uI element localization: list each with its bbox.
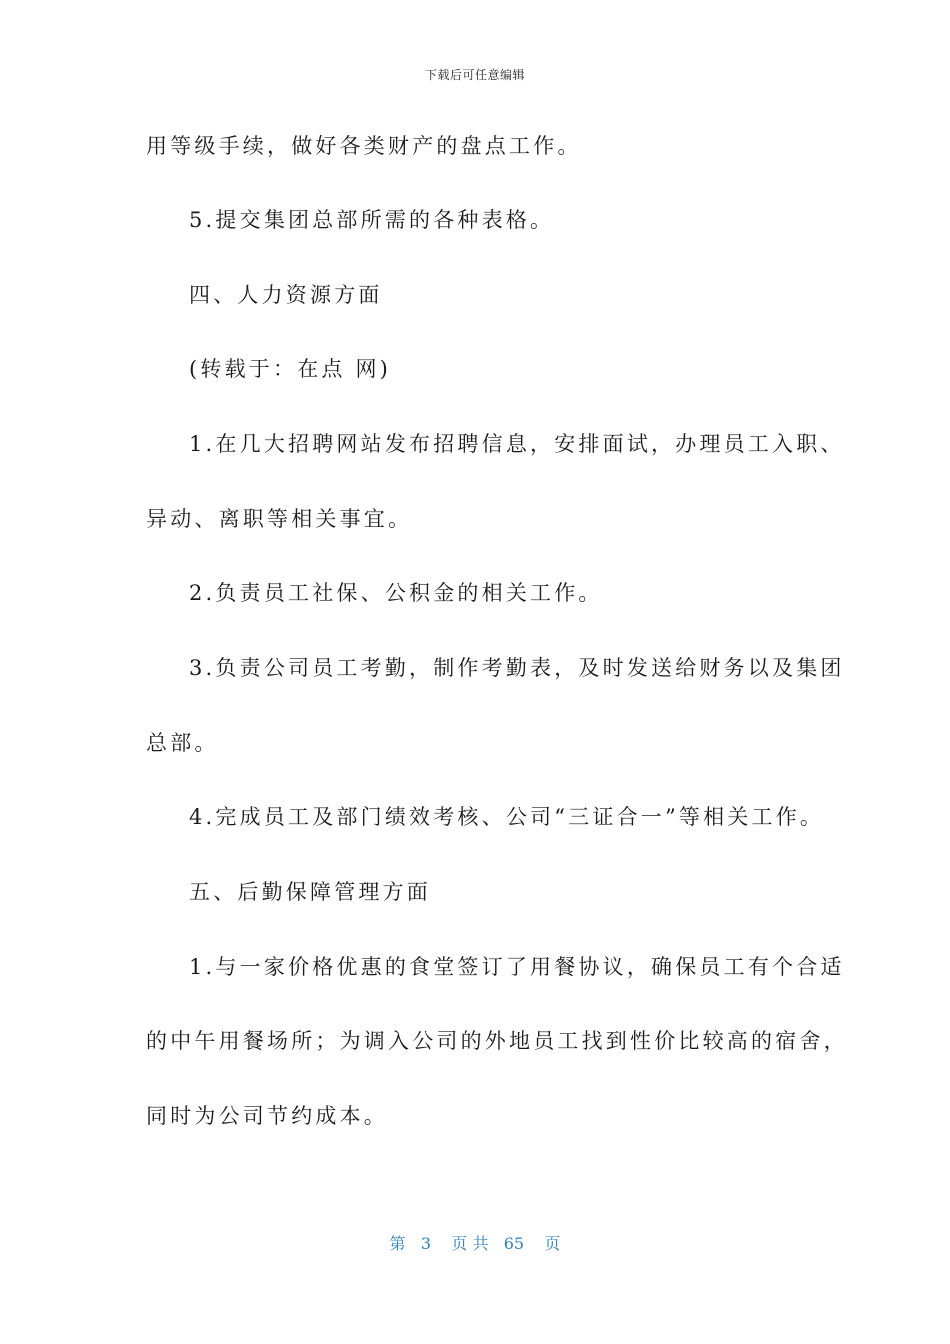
body-line-1: 用等级手续，做好各类财产的盘点工作。 xyxy=(146,134,582,158)
body-line-13: 的中午用餐场所；为调入公司的外地员工找到性价比较高的宿舍， xyxy=(146,1029,848,1053)
page-footer xyxy=(0,1231,950,1254)
body-line-6: 异动、离职等相关事宜。 xyxy=(146,507,413,531)
body-line-2: 5.提交集团总部所需的各种表格。 xyxy=(189,208,555,232)
body-line-14: 同时为公司节约成本。 xyxy=(146,1104,388,1128)
body-line-5: 1.在几大招聘网站发布招聘信息，安排面试，办理员工入职、 xyxy=(189,432,845,456)
total-page-count: 65 xyxy=(503,1234,525,1253)
section-heading-human-resources: 四、人力资源方面 xyxy=(189,283,383,307)
footer-suffix: 页 xyxy=(544,1234,561,1253)
body-line-12: 1.与一家价格优惠的食堂签订了用餐协议，确保员工有个合适 xyxy=(189,955,845,979)
body-line-8: 3.负责公司员工考勤，制作考勤表，及时发送给财务以及集团 xyxy=(189,656,845,680)
section-heading-logistics: 五、后勤保障管理方面 xyxy=(189,880,431,904)
page-header: 下载后可任意编辑 xyxy=(424,68,525,82)
body-line-source-note: (转载于：在点 网) xyxy=(189,357,392,381)
current-page-number: 3 xyxy=(420,1234,432,1253)
body-line-7: 2.负责员工社保、公积金的相关工作。 xyxy=(189,581,603,605)
body-line-10: 4.完成员工及部门绩效考核、公司“三证合一”等相关工作。 xyxy=(189,805,825,829)
footer-prefix: 第 xyxy=(389,1234,406,1253)
body-line-9: 总部。 xyxy=(146,731,219,755)
footer-middle: 页 共 xyxy=(451,1234,489,1253)
